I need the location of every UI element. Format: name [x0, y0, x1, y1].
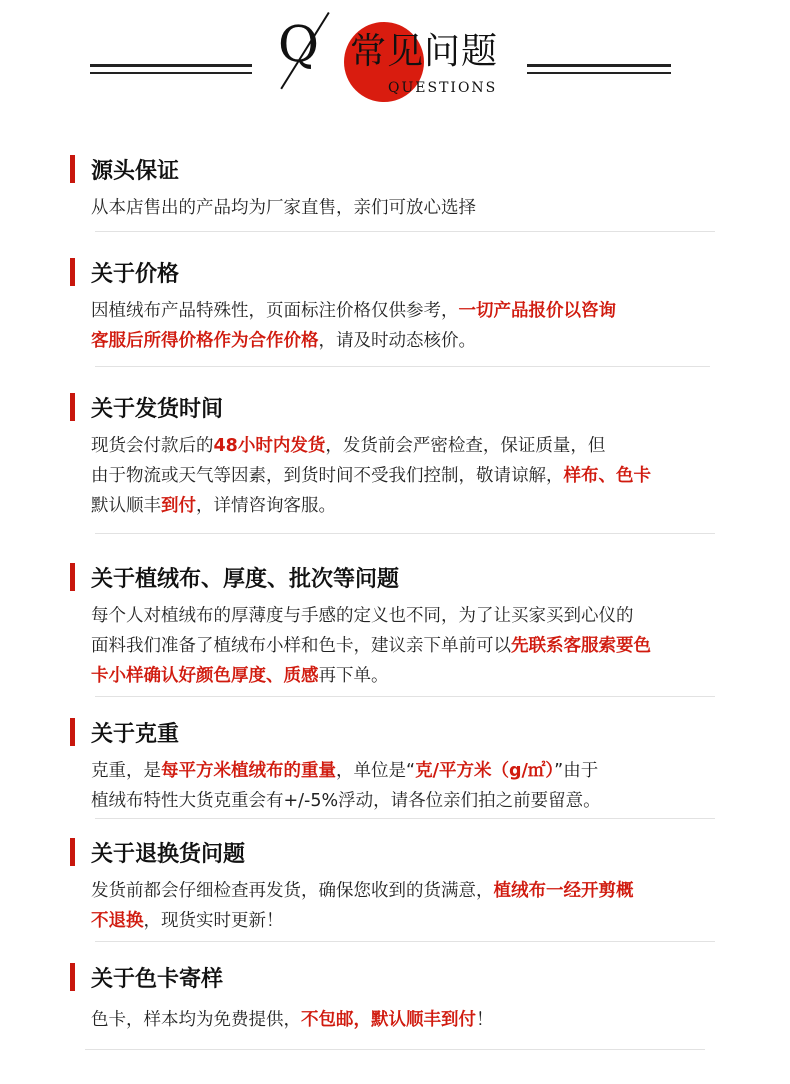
body-text: 面料我们准备了植绒布小样和色卡，建议亲下单前可以 — [91, 636, 511, 656]
faq-section-shipping-time — [70, 391, 730, 521]
section-body — [91, 876, 730, 936]
header-line-right-bottom — [527, 72, 671, 74]
section-body — [91, 193, 730, 223]
body-line — [91, 631, 730, 661]
body-text: ，发货前会严密检查，保证质量，但 — [325, 436, 606, 456]
section-body — [91, 1005, 730, 1035]
section-heading — [70, 256, 730, 288]
body-line — [91, 326, 730, 356]
highlight-text: 样布、色卡 — [563, 466, 651, 486]
page-title: 常见问题 — [350, 31, 499, 72]
body-line — [91, 491, 730, 521]
section-heading — [70, 716, 730, 748]
body-text: 再下单。 — [318, 666, 389, 686]
body-text: ，详情咨询客服。 — [196, 496, 336, 516]
highlight-text: 不包邮，默认顺丰到付 — [301, 1010, 476, 1030]
section-body — [91, 296, 730, 356]
faq-section-source — [70, 153, 730, 223]
section-title: 关于色卡寄样 — [91, 966, 224, 992]
body-text: 每个人对植绒布的厚薄度与手感的定义也不同，为了让买家买到心仪的 — [91, 606, 634, 626]
body-line — [91, 461, 730, 491]
section-title: 关于价格 — [91, 261, 180, 287]
section-title: 源头保证 — [91, 158, 180, 184]
body-text: 默认顺丰 — [91, 496, 161, 516]
accent-bar — [70, 718, 75, 746]
divider — [95, 818, 715, 819]
body-text: ，现货实时更新！ — [143, 911, 284, 931]
faq-section-weight — [70, 716, 730, 816]
highlight-text: 卡小样确认好颜色厚度、质感 — [91, 666, 319, 686]
body-text: 发货前都会仔细检查再发货，确保您收到的货满意， — [91, 881, 494, 901]
divider — [95, 696, 715, 697]
body-text: ，单位是“ — [336, 761, 416, 781]
highlight-text: 克/平方米（g/㎡） — [415, 761, 555, 781]
body-text: ！ — [476, 1010, 494, 1030]
body-line — [91, 601, 730, 631]
body-line — [91, 1005, 730, 1035]
highlight-text: 先联系客服索要色 — [511, 636, 651, 656]
section-heading — [70, 153, 730, 185]
highlight-text: 植绒布一经开剪概 — [493, 881, 634, 901]
body-text: 现货会付款后的 — [91, 436, 214, 456]
page-subtitle: QUESTIONS — [388, 80, 498, 96]
highlight-text: 不退换 — [91, 911, 144, 931]
section-title: 关于克重 — [91, 721, 180, 747]
section-body — [91, 601, 730, 691]
faq-section-price — [70, 256, 730, 356]
highlight-text: 一切产品报价以咨询 — [458, 301, 616, 321]
accent-bar — [70, 393, 75, 421]
body-line — [91, 876, 730, 906]
section-title: 关于植绒布、厚度、批次等问题 — [91, 566, 400, 592]
highlight-text: 客服后所得价格作为合作价格 — [91, 331, 319, 351]
divider — [95, 941, 715, 942]
body-text: ，请及时动态核价。 — [318, 331, 476, 351]
section-body — [91, 431, 730, 521]
section-heading — [70, 561, 730, 593]
body-text: 从本店售出的产品均为厂家直售，亲们可放心选择 — [91, 198, 476, 218]
faq-header — [0, 0, 790, 120]
body-line — [91, 756, 730, 786]
accent-bar — [70, 563, 75, 591]
body-text: 植绒布特性大货克重会有+/-5%浮动，请各位亲们拍之前要留意。 — [91, 791, 601, 811]
divider — [85, 1049, 705, 1050]
header-line-left-bottom — [90, 72, 252, 74]
faq-section-thickness-batch — [70, 561, 730, 691]
section-title: 关于退换货问题 — [91, 841, 246, 867]
faq-section-color-card — [70, 961, 730, 1035]
body-text: 因植绒布产品特殊性，页面标注价格仅供参考， — [91, 301, 459, 321]
body-line — [91, 193, 730, 223]
body-text: 色卡，样本均为免费提供， — [91, 1010, 301, 1030]
faq-section-returns — [70, 836, 730, 936]
section-heading — [70, 391, 730, 423]
header-q-letter: Q — [278, 15, 319, 73]
divider — [95, 533, 715, 534]
highlight-text: 每平方米植绒布的重量 — [161, 761, 336, 781]
body-text: 克重，是 — [91, 761, 161, 781]
body-text: ”由于 — [554, 761, 599, 781]
section-heading — [70, 836, 730, 868]
body-line — [91, 431, 730, 461]
body-line — [91, 786, 730, 816]
highlight-text: 到付 — [161, 496, 196, 516]
section-heading — [70, 961, 730, 993]
body-line — [91, 906, 730, 936]
divider — [95, 366, 710, 367]
body-text: 由于物流或天气等因素，到货时间不受我们控制，敬请谅解， — [91, 466, 564, 486]
divider — [95, 231, 715, 232]
accent-bar — [70, 155, 75, 183]
body-line — [91, 661, 730, 691]
accent-bar — [70, 838, 75, 866]
section-body — [91, 756, 730, 816]
section-title: 关于发货时间 — [91, 396, 224, 422]
header-line-right-top — [527, 64, 671, 67]
header-line-left-top — [90, 64, 252, 67]
accent-bar — [70, 258, 75, 286]
highlight-text: 48小时内发货 — [213, 436, 326, 456]
accent-bar — [70, 963, 75, 991]
body-line — [91, 296, 730, 326]
